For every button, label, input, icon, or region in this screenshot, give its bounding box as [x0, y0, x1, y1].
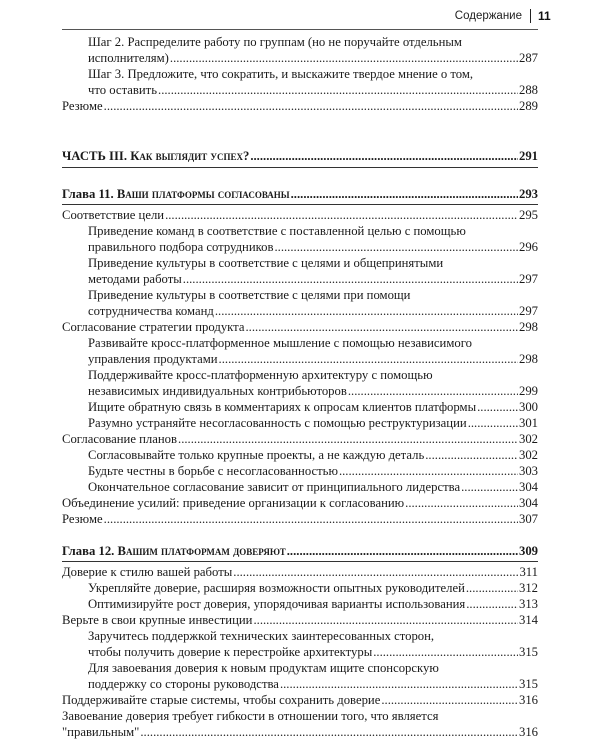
- toc-entry-page: 313: [518, 597, 538, 611]
- toc-entry[interactable]: [62, 495, 538, 511]
- part-page: 291: [518, 149, 538, 163]
- leader-dots: [183, 271, 518, 287]
- toc-entry[interactable]: [62, 431, 538, 447]
- toc-entry[interactable]: [62, 66, 538, 98]
- toc-entry-page: 302: [518, 432, 538, 446]
- toc-entry[interactable]: [62, 223, 538, 255]
- toc-entry-title-line: Поддерживайте кросс-платформенную архитектуру с помощью: [88, 368, 433, 382]
- toc-entry[interactable]: [62, 319, 538, 335]
- leader-dots: [104, 511, 518, 527]
- leader-dots: [215, 303, 518, 319]
- toc-entry-page: 304: [518, 496, 538, 510]
- toc-entry-title-line: Поддерживайте старые системы, чтобы сохранить доверие: [62, 693, 381, 707]
- toc-entry-title-line: сотрудничества команд: [88, 304, 214, 318]
- toc-entry-title-line: Согласование стратегии продукта: [62, 320, 245, 334]
- table-of-contents: [62, 34, 538, 740]
- part-underline: [62, 167, 538, 168]
- leader-dots: [466, 580, 518, 596]
- chapter-title: Ваши платформы согласованы: [116, 187, 290, 201]
- spacer: [62, 527, 538, 543]
- leader-dots: [339, 463, 518, 479]
- toc-entry[interactable]: [62, 692, 538, 708]
- chapter-prefix: Глава 11.: [62, 187, 114, 201]
- spacer: [62, 114, 538, 148]
- spacer: [62, 174, 538, 186]
- toc-entry-page: 314: [518, 613, 538, 627]
- toc-entry-title-line: управления продуктами: [88, 352, 218, 366]
- leader-dots: [158, 82, 518, 98]
- toc-entry-title-line: Ищите обратную связь в комментариях к опросам клиентов платформы: [88, 400, 477, 414]
- toc-entry-page: 295: [518, 208, 538, 222]
- toc-entry-title-line: Верьте в свои крупные инвестиции: [62, 613, 253, 627]
- toc-entry-title-line: Шаг 2. Распределите работу по группам (но не поручайте отдельным: [88, 35, 462, 49]
- leader-dots: [287, 543, 518, 559]
- toc-entry-title-line: Приведение культуры в соответствие с целями при помощи: [88, 288, 411, 302]
- leader-dots: [348, 383, 518, 399]
- chapter-underline: [62, 204, 538, 205]
- chapter-underline: [62, 561, 538, 562]
- toc-entry-title-line: Согласование планов: [62, 432, 178, 446]
- part-title: Как выглядит успех?: [130, 149, 250, 163]
- leader-dots: [466, 596, 518, 612]
- leader-dots: [219, 351, 518, 367]
- chapter-11-entries: [62, 207, 538, 527]
- leader-dots: [381, 692, 518, 708]
- toc-entry-title-line: Заручитесь поддержкой технических заинтересованных сторон,: [88, 629, 435, 643]
- toc-entry-page: 297: [518, 304, 538, 318]
- page-number: 11: [538, 9, 551, 23]
- toc-entry-page: 299: [518, 384, 538, 398]
- chapter-page: 293: [518, 187, 538, 201]
- toc-entry-page: 296: [518, 240, 538, 254]
- toc-entry-title-line: Доверие к стилю вашей работы: [62, 565, 233, 579]
- toc-entry-title-line: исполнителям): [88, 51, 169, 65]
- leader-dots: [170, 50, 518, 66]
- leader-dots: [165, 207, 518, 223]
- chapter-page: 309: [518, 544, 538, 558]
- toc-entry[interactable]: [62, 564, 538, 580]
- leader-dots: [280, 676, 518, 692]
- toc-chapter-11-heading[interactable]: [62, 186, 538, 202]
- leader-dots: [246, 319, 518, 335]
- toc-entry[interactable]: [62, 367, 538, 399]
- toc-entry[interactable]: [62, 207, 538, 223]
- toc-entry-page: 301: [518, 416, 538, 430]
- leader-dots: [250, 148, 518, 164]
- toc-entry-page: 297: [518, 272, 538, 286]
- top-entries: [62, 34, 538, 98]
- chapter-12-entries: [62, 564, 538, 740]
- toc-entry-title-line: Резюме: [62, 512, 103, 526]
- leader-dots: [178, 431, 518, 447]
- toc-entry-title-line: Приведение команд в соответствие с поставленной целью с помощью: [88, 224, 466, 238]
- toc-entry-title-line: Разумно устраняйте несогласованность с помощью реструктуризации: [88, 416, 467, 430]
- toc-entry-page: 307: [518, 512, 538, 526]
- chapter-title: Вашим платформам доверяют: [117, 544, 286, 558]
- toc-entry[interactable]: [62, 511, 538, 527]
- toc-entry-title-line: правильного подбора сотрудников: [88, 240, 274, 254]
- toc-part-heading[interactable]: [62, 148, 538, 164]
- leader-dots: [373, 644, 518, 660]
- toc-entry[interactable]: [62, 335, 538, 367]
- toc-entry[interactable]: [62, 415, 538, 431]
- part-prefix: ЧАСТЬ III.: [62, 149, 128, 163]
- toc-entry-page: 316: [518, 693, 538, 707]
- toc-entry-title-line: Развивайте кросс-платформенное мышление с помощью независимого: [88, 336, 472, 350]
- toc-entry-title-line: чтобы получить доверие к перестройке архитектуры: [88, 645, 373, 659]
- toc-entry-page: 302: [518, 448, 538, 462]
- toc-entry-summary-top[interactable]: [62, 98, 538, 114]
- toc-entry-title-line: Приведение культуры в соответствие с целями и общепринятыми: [88, 256, 444, 270]
- toc-entry-title: Резюме: [62, 99, 103, 113]
- toc-entry-page: 298: [518, 352, 538, 366]
- toc-entry[interactable]: [62, 447, 538, 463]
- toc-entry-title-line: Укрепляйте доверие, расширяя возможности опытных руководителей: [88, 581, 465, 595]
- leader-dots: [140, 724, 518, 740]
- toc-entry-page: 312: [518, 581, 538, 595]
- toc-entry-title-line: "правильным": [62, 725, 140, 739]
- toc-entry-page: 315: [518, 645, 538, 659]
- toc-entry-title-line: что оставить: [88, 83, 158, 97]
- toc-entry[interactable]: [62, 463, 538, 479]
- toc-entry[interactable]: [62, 580, 538, 596]
- toc-entry[interactable]: [62, 479, 538, 495]
- toc-entry-page: 316: [518, 725, 538, 739]
- toc-entry-page: 298: [518, 320, 538, 334]
- toc-entry-title-line: поддержку со стороны руководства: [88, 677, 279, 691]
- toc-entry-page: 289: [518, 99, 538, 113]
- leader-dots: [291, 186, 518, 202]
- chapter-prefix: Глава 12.: [62, 544, 115, 558]
- toc-entry[interactable]: [62, 628, 538, 660]
- toc-entry-title-line: Соответствие цели: [62, 208, 165, 222]
- toc-entry-title-line: Объединение усилий: приведение организации к согласованию: [62, 496, 405, 510]
- leader-dots: [468, 415, 518, 431]
- toc-entry[interactable]: [62, 708, 538, 740]
- toc-entry-title-line: независимых индивидуальных контрибьюторов: [88, 384, 347, 398]
- toc-entry[interactable]: [62, 660, 538, 692]
- toc-chapter-12-heading[interactable]: [62, 543, 538, 559]
- leader-dots: [425, 447, 518, 463]
- toc-entry-title-line: Оптимизируйте рост доверия, упорядочивая варианты использования: [88, 597, 466, 611]
- toc-entry-page: 303: [518, 464, 538, 478]
- toc-entry-title-line: Будьте честны в борьбе с несогласованностью: [88, 464, 338, 478]
- leader-dots: [104, 98, 518, 114]
- running-header: [0, 0, 600, 26]
- toc-entry[interactable]: [62, 34, 538, 66]
- toc-entry-title-line: методами работы: [88, 272, 182, 286]
- toc-entry[interactable]: [62, 287, 538, 319]
- toc-entry-page: 311: [519, 565, 538, 579]
- running-header-title: Содержание: [454, 10, 522, 22]
- toc-entry-page: 315: [518, 677, 538, 691]
- header-separator: [530, 9, 531, 23]
- toc-entry-title-line: Согласовывайте только крупные проекты, а не каждую деталь: [88, 448, 425, 462]
- header-rule: [62, 29, 538, 30]
- toc-entry-title-line: Окончательное согласование зависит от принципиального лидерства: [88, 480, 461, 494]
- toc-entry[interactable]: [62, 399, 538, 415]
- leader-dots: [461, 479, 518, 495]
- leader-dots: [253, 612, 518, 628]
- leader-dots: [405, 495, 518, 511]
- toc-entry-title-line: Шаг 3. Предложите, что сократить, и выскажите твердое мнение о том,: [88, 67, 474, 81]
- toc-entry-page: 288: [518, 83, 538, 97]
- toc-entry[interactable]: [62, 596, 538, 612]
- toc-entry-title-line: Завоевание доверия требует гибкости в отношении того, что является: [62, 709, 439, 723]
- toc-entry-title-line: Для завоевания доверия к новым продуктам ищите спонсорскую: [88, 661, 439, 675]
- leader-dots: [477, 399, 518, 415]
- toc-entry-page: 300: [518, 400, 538, 414]
- leader-dots: [274, 239, 517, 255]
- toc-entry[interactable]: [62, 612, 538, 628]
- toc-entry[interactable]: [62, 255, 538, 287]
- leader-dots: [233, 564, 518, 580]
- toc-entry-page: 287: [518, 51, 538, 65]
- toc-entry-page: 304: [518, 480, 538, 494]
